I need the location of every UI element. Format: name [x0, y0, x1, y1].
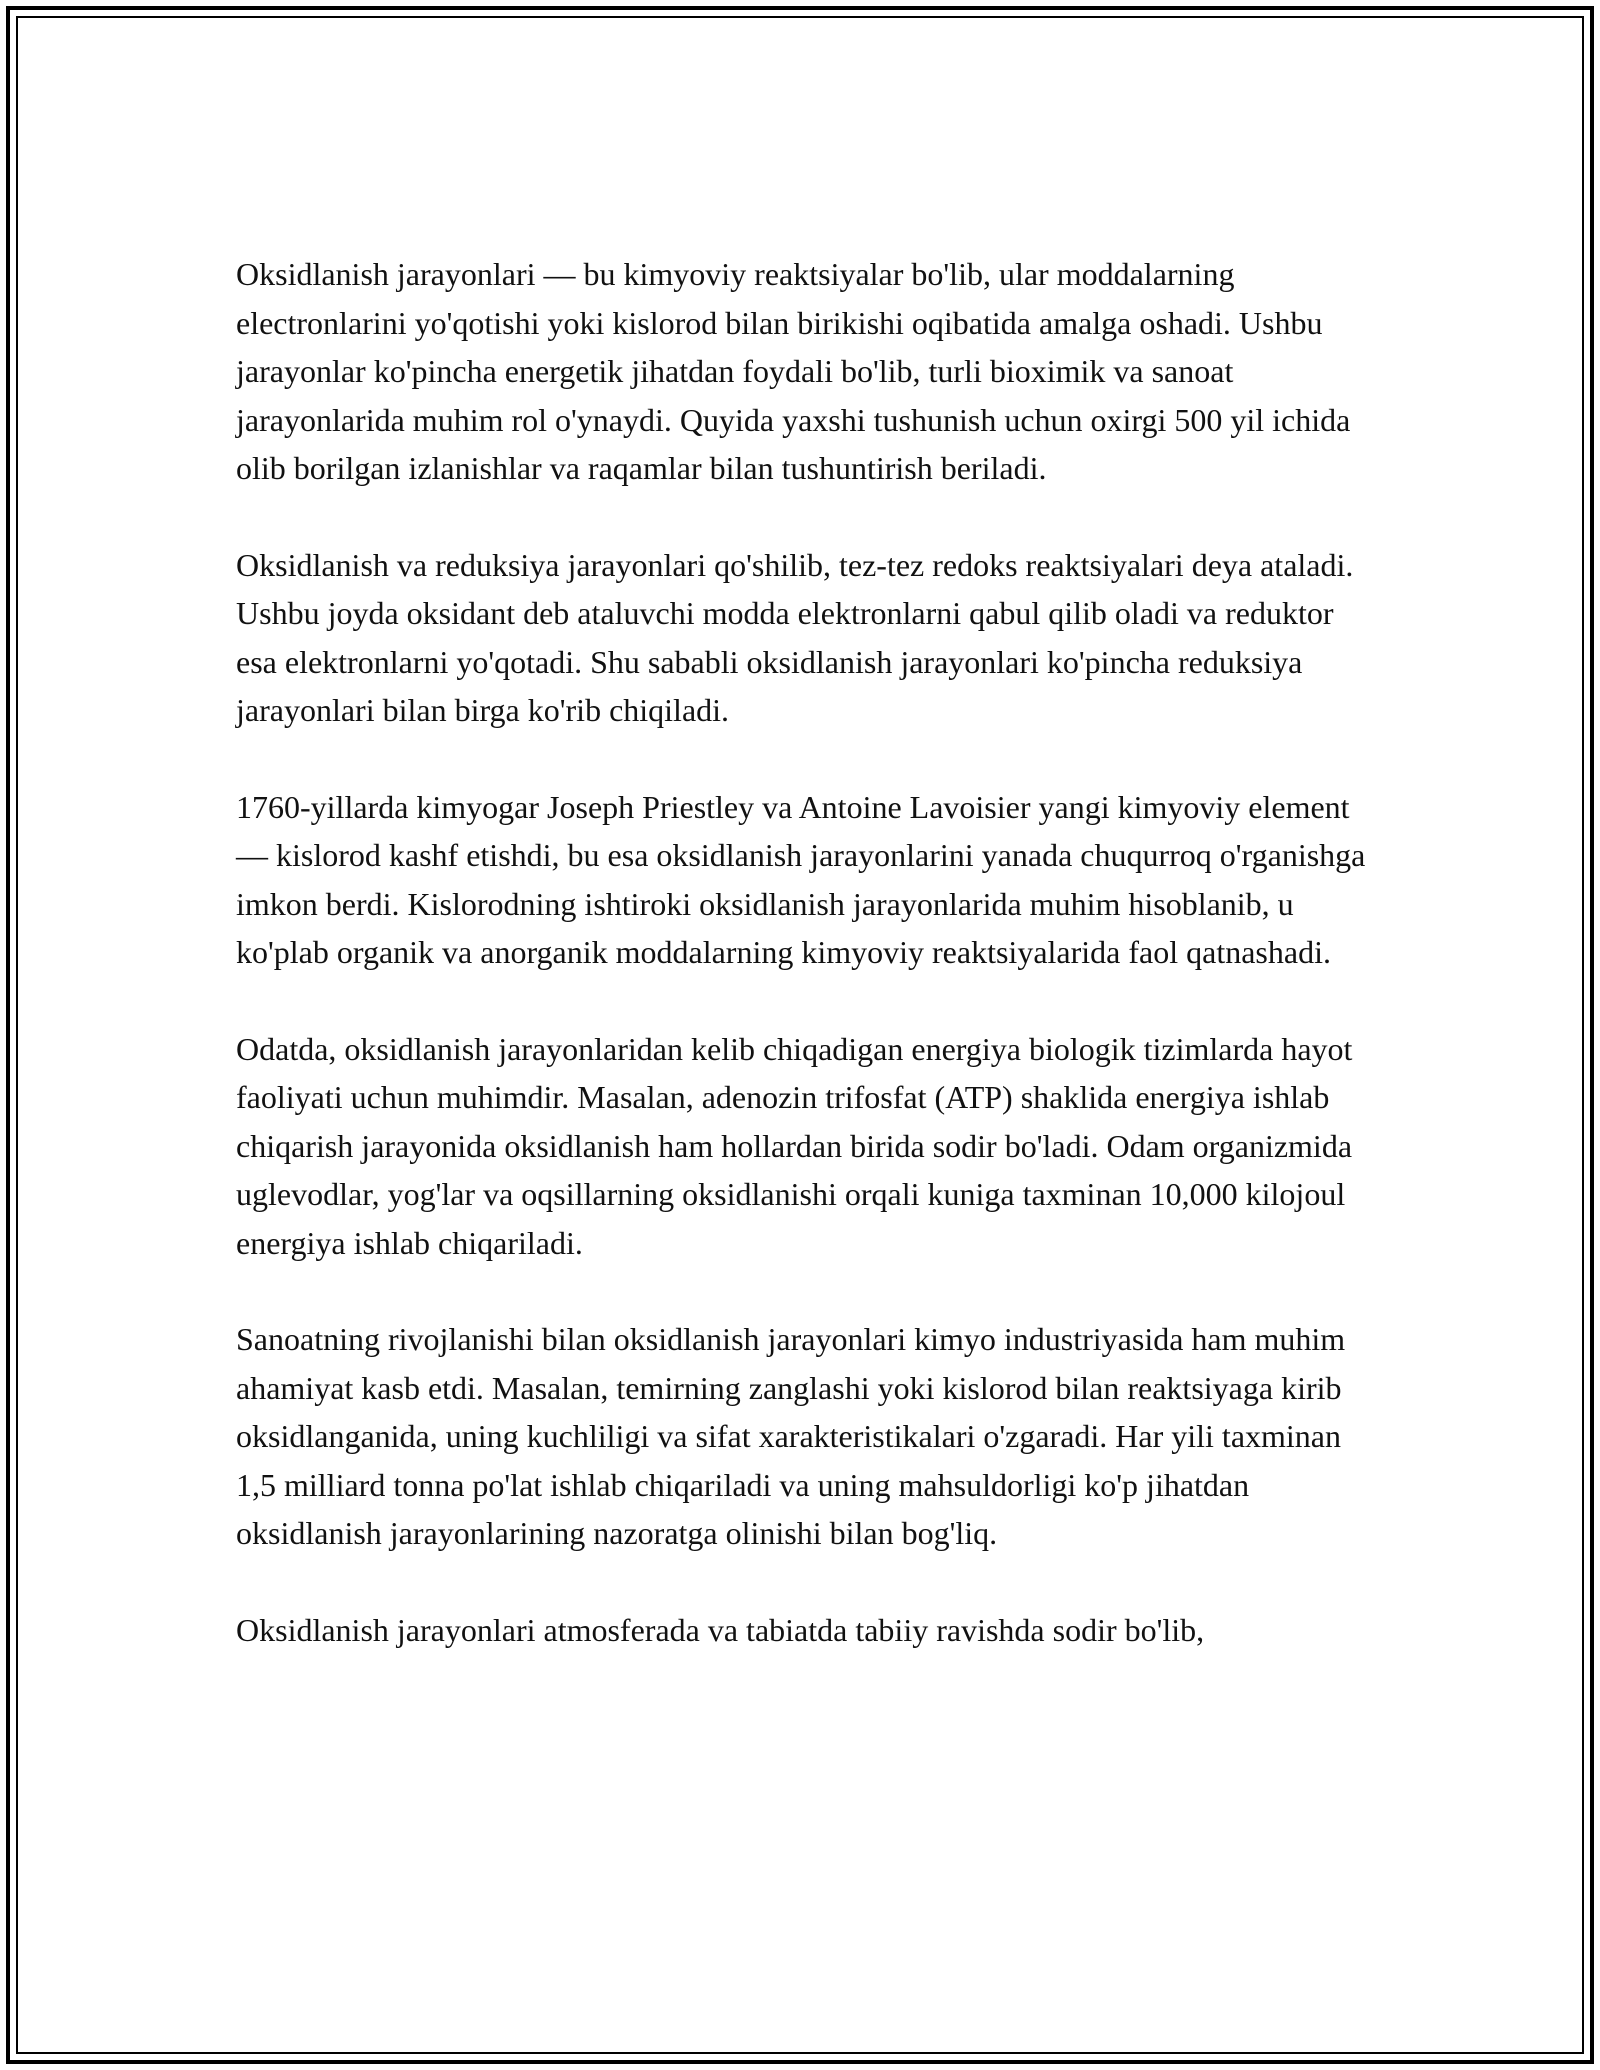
- paragraph-1: Oksidlanish jarayonlari — bu kimyoviy reaktsiyalar bo'lib, ular moddalarning electronlarini yo'qotishi yoki kislorod bilan birikishi oqibatida amalga oshadi. Ushbu jarayonlar ko'pincha energetik jihatdan foydali bo'lib, turli bioximik va sanoat jarayonlarida muhim rol o'ynaydi. Quyida yaxshi tushunish uchun oxirgi 500 yil ichida olib borilgan izlanishlar va raqamlar bilan tushuntirish beriladi.: [236, 256, 1351, 486]
- document-body: [236, 250, 1366, 1702]
- paragraph-4: Odatda, oksidlanish jarayonlaridan kelib chiqadigan energiya biologik tizimlarda hayot faoliyati uchun muhimdir. Masalan, adenozin trifosfat (ATP) shaklida energiya ishlab chiqarish jarayonida oksidlanish ham hollardan birida sodir bo'ladi. Odam organizmida uglevodlar, yog'lar va oqsillarning oksidlanishi orqali kuniga taxminan 10,000 kilojoul energiya ishlab chiqariladi.: [236, 1030, 1353, 1261]
- paragraph-2: Oksidlanish va reduksiya jarayonlari qo'shilib, tez-tez redoks reaktsiyalari deya ataladi. Ushbu joyda oksidant deb ataluvchi modda elektronlarni qabul qilib oladi va reduktor esa elektronlarni yo'qotadi. Shu sababli oksidlanish jarayonlari ko'pincha reduksiya jarayonlari bilan birga ko'rib chiqiladi.: [236, 546, 1354, 728]
- paragraph-3: 1760-yillarda kimyogar Joseph Priestley va Antoine Lavoisier yangi kimyoviy element — kislorod kashf etishdi, bu esa oksidlanish jarayonlarini yanada chuqurroq o'rganishga imkon berdi. Kislorodning ishtiroki oksidlanish jarayonlarida muhim hisoblanib, u ko'plab organik va anorganik moddalarning kimyoviy reaktsiyalarida faol qatnashadi.: [236, 788, 1366, 970]
- paragraph-6: Oksidlanish jarayonlari atmosferada va tabiatda tabiiy ravishda sodir bo'lib,: [236, 1611, 1205, 1648]
- paragraph-5: Sanoatning rivojlanishi bilan oksidlanish jarayonlari kimyo industriyasida ham muhim ahamiyat kasb etdi. Masalan, temirning zanglashi yoki kislorod bilan reaktsiyaga kirib oksidlanganida, uning kuchliligi va sifat xarakteristikalari o'zgaradi. Har yili taxminan 1,5 milliard tonna po'lat ishlab chiqariladi va uning mahsuldorligi ko'p jihatdan oksidlanish jarayonlarining nazoratga olinishi bilan bog'liq.: [236, 1321, 1346, 1551]
